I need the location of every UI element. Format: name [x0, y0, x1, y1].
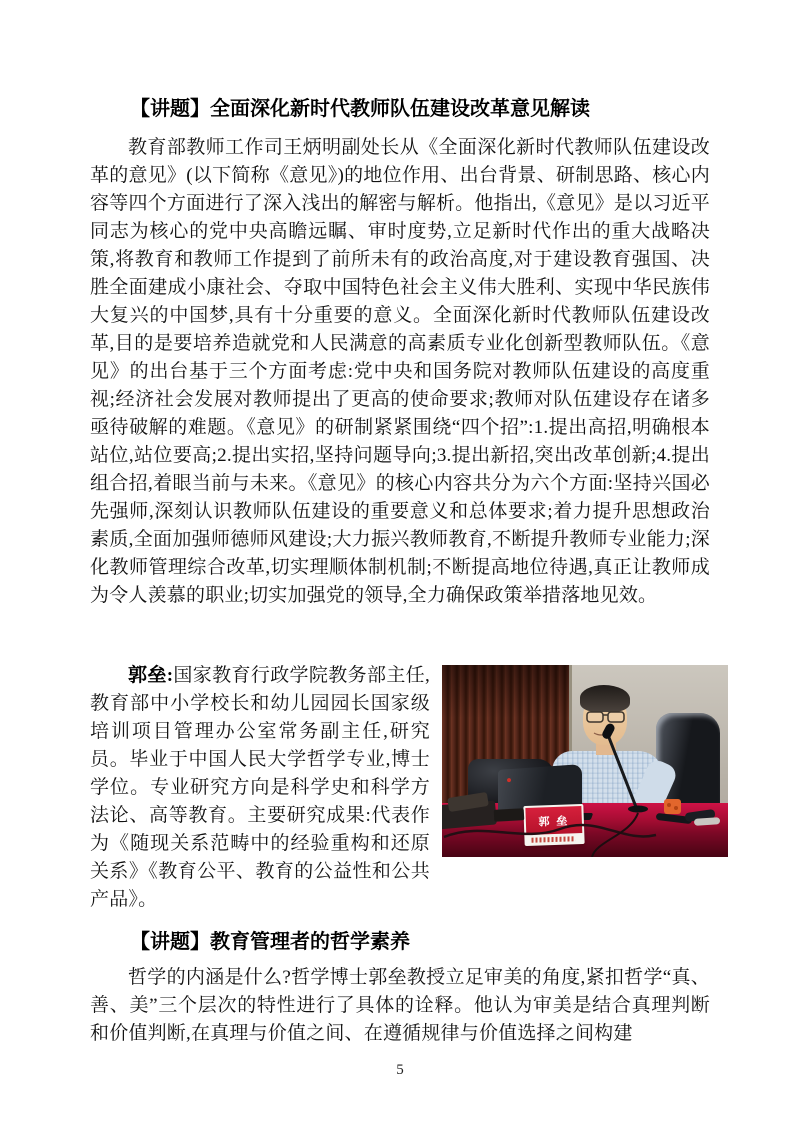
orange-object: [664, 799, 681, 814]
speaker-glasses: [587, 712, 624, 722]
speaker-bio-section: [90, 662, 710, 914]
speaker-photo: [442, 665, 728, 857]
speaker-name: 郭垒:: [128, 665, 174, 686]
microphone-head: [601, 722, 616, 740]
table-gadget: [494, 808, 525, 822]
name-card-text: 郭 垒: [525, 806, 582, 835]
speaker-bio-body: 国家教育行政学院教务部主任,教育部中小学校长和幼儿园园长国家级培训项目管理办公室常务副主任,研究员。毕业于中国人民大学哲学专业,博士学位。专业研究方向是科学史和科学方法论、高等教育。主要研究成果:代表作为《随现关系范畴中的经验重构和还原关系》《教育公平、教育的公益性和公共产品》。: [90, 665, 430, 910]
microphone-base: [628, 806, 648, 813]
page-number: 5: [396, 1062, 404, 1078]
talk-summary-1: 教育部教师工作司王炳明副处长从《全面深化新时代教师队伍建设改革的意见》(以下简称《意见》)的地位作用、出台背景、研制思路、核心内容等四个方面进行了深入浅出的解密与解析。他指出,《意见》是以习近平同志为核心的党中央高瞻远瞩、审时度势,立足新时代作出的重大战略决策,将教育和教师工作提到了前所未有的政治高度,对于建设教育强国、决胜全面建成小康社会、夺取中国特色社会主义伟大胜利、实现中华民族伟大复兴的中国梦,具有十分重要的意义。全面深化新时代教师队伍建设改革,目的是要培养造就党和人民满意的高素质专业化创新型教师队伍。《意见》的出台基于三个方面考虑:党中央和国务院对教师队伍建设的高度重视;经济社会发展对教师提出了更高的使命要求;教师对队伍建设存在诸多亟待破解的难题。《意见》的研制紧紧围绕“四个招”:1.提出高招,明确根本站位,站位要高;2.提出实招,坚持问题导向;3.提出新招,突出改革创新;4.提出组合招,着眼当前与未来。《意见》的核心内容共分为六个方面:坚持兴国必先强师,深刻认识教师队伍建设的重要意义和总体要求;着力提升思想政治素质,全面加强师德师风建设;大力振兴教师教育,不断提升教师专业能力;深化教师管理综合改革,切实理顺体制机制;不断提高地位待遇,真正让教师成为令人羡慕的职业;切实加强党的领导,全力确保政策举措落地见效。: [90, 137, 710, 606]
talk-title-2: 【讲题】教育管理者的哲学素养: [130, 931, 410, 953]
talk-summary-2: 哲学的内涵是什么?哲学博士郭垒教授立足审美的角度,紧扣哲学“真、善、美”三个层次的特性进行了具体的诠释。他认为审美是结合真理判断和价值判断,在真理与价值之间、在遵循规律与价值选择之间构建: [90, 967, 710, 1044]
document-page-content: [90, 95, 710, 1048]
microphone-stand: [608, 735, 636, 807]
photo-details-overlay: [442, 665, 728, 857]
talk-title-1: 【讲题】全面深化新时代教师队伍建设改革意见解读: [130, 98, 590, 120]
